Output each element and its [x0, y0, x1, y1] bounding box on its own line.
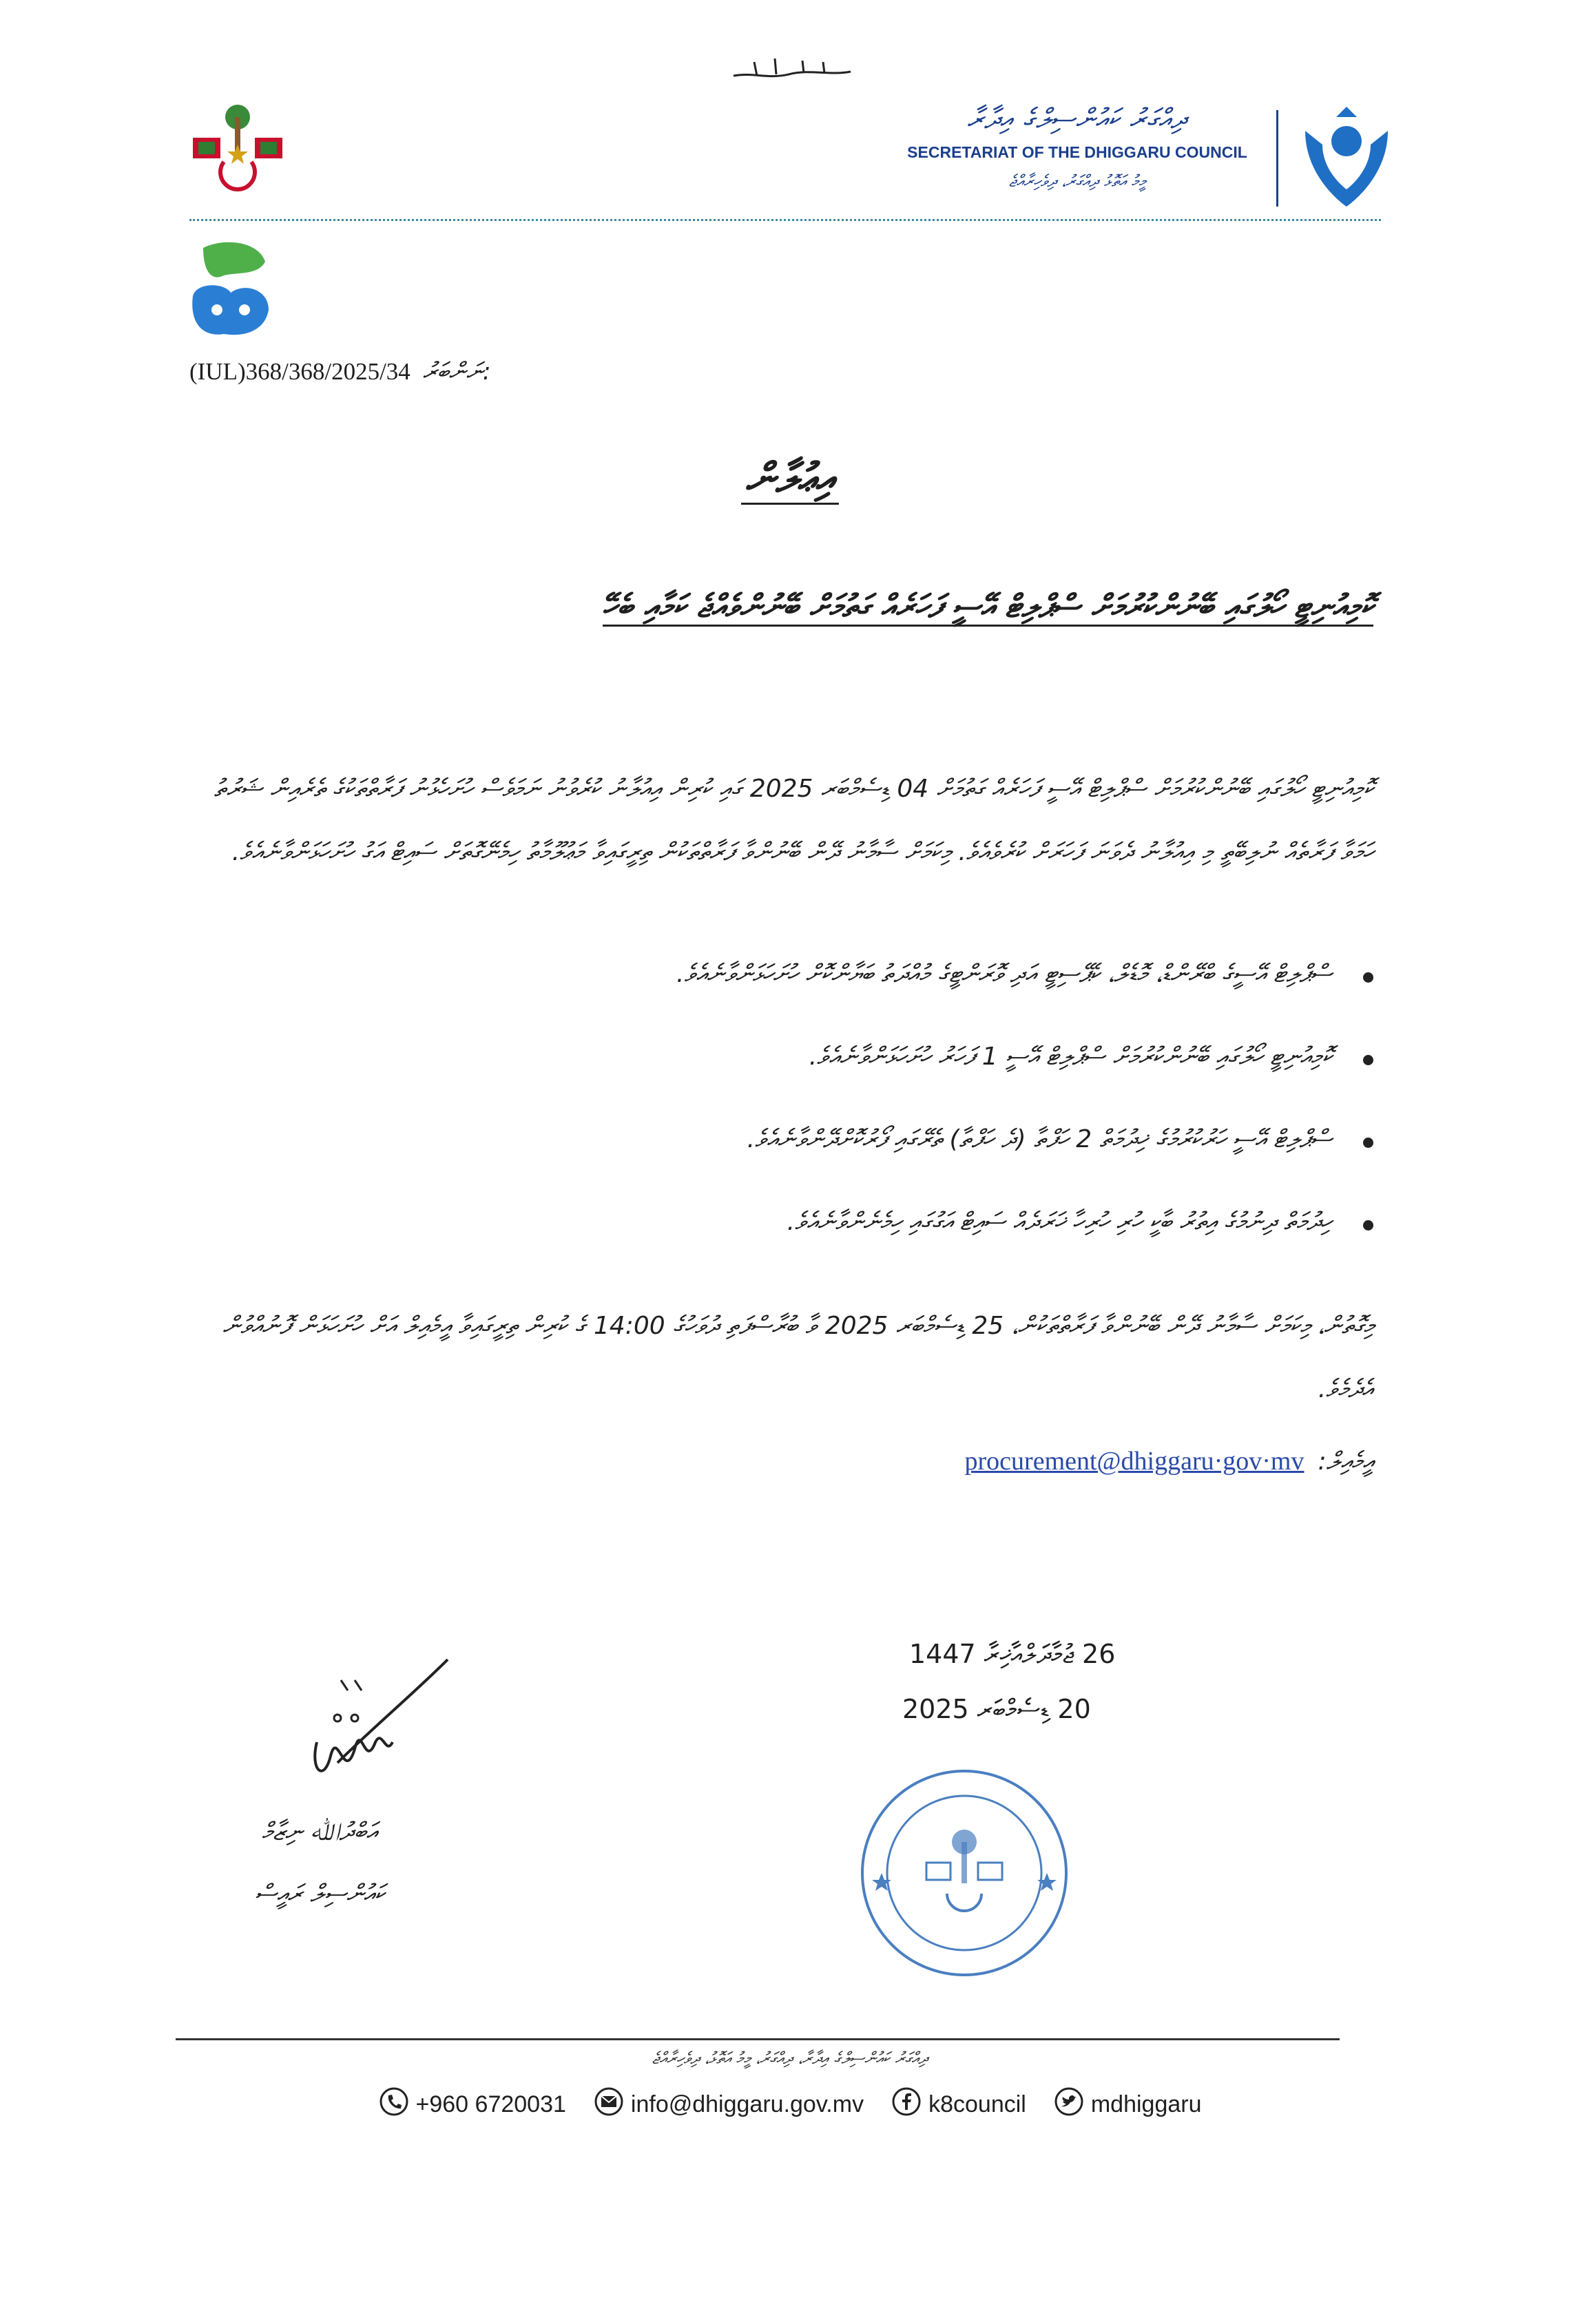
footer-facebook[interactable]: k8council	[891, 2086, 1026, 2123]
header-rule	[189, 219, 1381, 221]
footer-twitter[interactable]: mdhiggaru	[1054, 2086, 1202, 2123]
official-seal-icon	[857, 1766, 1071, 1980]
procurement-email-link[interactable]: procurement@dhiggaru·gov·mv	[964, 1447, 1304, 1476]
list-item: ސްޕްލިޓް އޭސީ ހަރުކުރުމުގެ ޚިދުމަތް 2 ހަފްތާ (ދެ ހަފްތާ) ތެރޭގައި ފޯރުކޮށްދޭންވާނެއެވެ.	[189, 1109, 1373, 1171]
bullet-dot	[1363, 1138, 1373, 1148]
list-item: ހިދުމަތް ދިނުމުގެ އިތުރު ބާކީ ހުރި ހުރިހާ ޚަރަދެއް ސައިޓް އަގުގައި ހިމެނެންވާނެއެވެ.	[189, 1191, 1373, 1253]
signature	[289, 1653, 455, 1804]
document-title	[0, 454, 1580, 503]
bullet-dot	[1363, 1220, 1373, 1231]
phone-icon	[379, 2086, 409, 2123]
footer-email[interactable]: info@dhiggaru.gov.mv	[594, 2086, 864, 2123]
footer-contacts	[0, 2086, 1580, 2123]
national-emblem-icon	[186, 96, 289, 193]
reference-row	[189, 358, 491, 386]
title-text: އިޢުލާން	[741, 454, 838, 505]
hijri-date: 26 ޖުމާދަލްއާޚިރާ 1447	[909, 1639, 1116, 1669]
council-name-english: SECRETARIAT OF THE DHIGGARU COUNCIL	[907, 143, 1247, 161]
council-name-dhivehi: ދިއްގަރު ކައުންސިލްގެ އިދާރާ	[967, 103, 1187, 135]
email-row	[965, 1446, 1373, 1476]
district-logo-icon	[183, 234, 276, 344]
footer-phone[interactable]: +960 6720031	[379, 2086, 566, 2123]
council-logo-icon	[1295, 103, 1398, 213]
twitter-icon	[1054, 2086, 1084, 2123]
council-address: މީމު އަތޮޅު ދިއްގަރު، ދިވެހިރާއްޖެ	[1008, 171, 1146, 191]
signer-title: ކައުންސިލް ރައީސް	[255, 1880, 385, 1908]
subject-text: ކޮމިއުނިޓީ ހޯލުގައި ބޭނުންކުރުމަށް ސްޕްލިޓް އޭސީ ފަހަރެއް ގަތުމަށް ބޭނުންވެއްޖެ ކަމާއި ބެހޭ	[603, 587, 1373, 627]
list-item: ކޮމިއުނިޓީ ހޯލުގައި ބޭނުންކުރުމަށް ސްޕްލިޓް އޭސީ 1 ފަހަރު ހުށަހަޅަންވާނެއެވެ.	[189, 1026, 1373, 1088]
signer-name: އަބްދުﷲ ނިޒާމް	[262, 1818, 378, 1846]
footer-rule	[176, 2038, 1340, 2040]
gregorian-date: 20 ޑިސެމްބަރ 2025	[902, 1694, 1091, 1724]
deadline-paragraph: މިގޮތުން، މިކަމަށް ސާމާނު ދޭން ބޭނުންވާ ފަރާތްތަކުން، 25 ޑިސެމްބަރ 2025 ވާ ބުރާސްފަތި ދުވަހުގެ 14:00 ގެ ކުރިން ތިރީގައިވާ އީމެއިލް އަށް ހުށަހަޅަން ފޮނުއްވުން އެދެމެވެ.	[222, 1312, 1373, 1403]
council-letterhead	[884, 103, 1270, 191]
email-label: އީމެއިލް:	[1318, 1447, 1373, 1476]
reference-label: ނަންބަރު:	[422, 358, 491, 386]
intro-paragraph: ކޮމިއުނިޓީ ހޯލުގައި ބޭނުންކުރުމަށް ސްޕްލިޓް އޭސީ ފަހަރެއް ގަތުމަށް 04 ޑިސެމްބަރ 2025 ގައި ކުރިން އިއުލާނު ކުރެވުނު ނަމަވެސް ހުށަހެޅުނު ފަރާތްތަކުގެ ތެރެއިން ޝަރުތު ހަމަވާ ފަރާތެއް ނުލިބޭތީ މި އިއުލާނު ދެވަނަ ފަހަރަށް ކުރެވެއެވެ. މިކަމަށް ސާމާނު ދޭން ބޭނުންވާ ފަރާތްތަކުން ތިރީގައިވާ މަޢުލޫމާތު ހިމެނޭގޮތަށް ސައިޓް އަގު ހުށަހަޅަންވާނެއެވެ.	[214, 775, 1373, 866]
bullet-dot	[1363, 972, 1373, 983]
email-icon	[594, 2086, 624, 2123]
footer-address: ދިއްގަރު ކައުންސިލްގެ އިދާރާ، ދިއްގަރު، މީމު އަތޮޅު، ދިވެހިރާއްޖެ	[652, 2049, 928, 2068]
bismillah-calligraphy	[727, 41, 857, 96]
header-divider	[1276, 110, 1278, 207]
subject-heading	[189, 572, 1373, 640]
facebook-icon	[891, 2086, 922, 2123]
requirements-list	[189, 943, 1373, 1274]
reference-number: (IUL)368/368/2025/34	[189, 358, 410, 385]
bullet-dot	[1363, 1055, 1373, 1065]
list-item: ސްޕްލިޓް އޭސީގެ ބްރޭންޑް، މޮޑެލް، ކެޕޭސިޓީ އަދި ވޮރަންޓީގެ މުއްދަތު ބަޔާންކޮށް ހުށަހަޅަންވާނެއެވެ.	[189, 943, 1373, 1005]
